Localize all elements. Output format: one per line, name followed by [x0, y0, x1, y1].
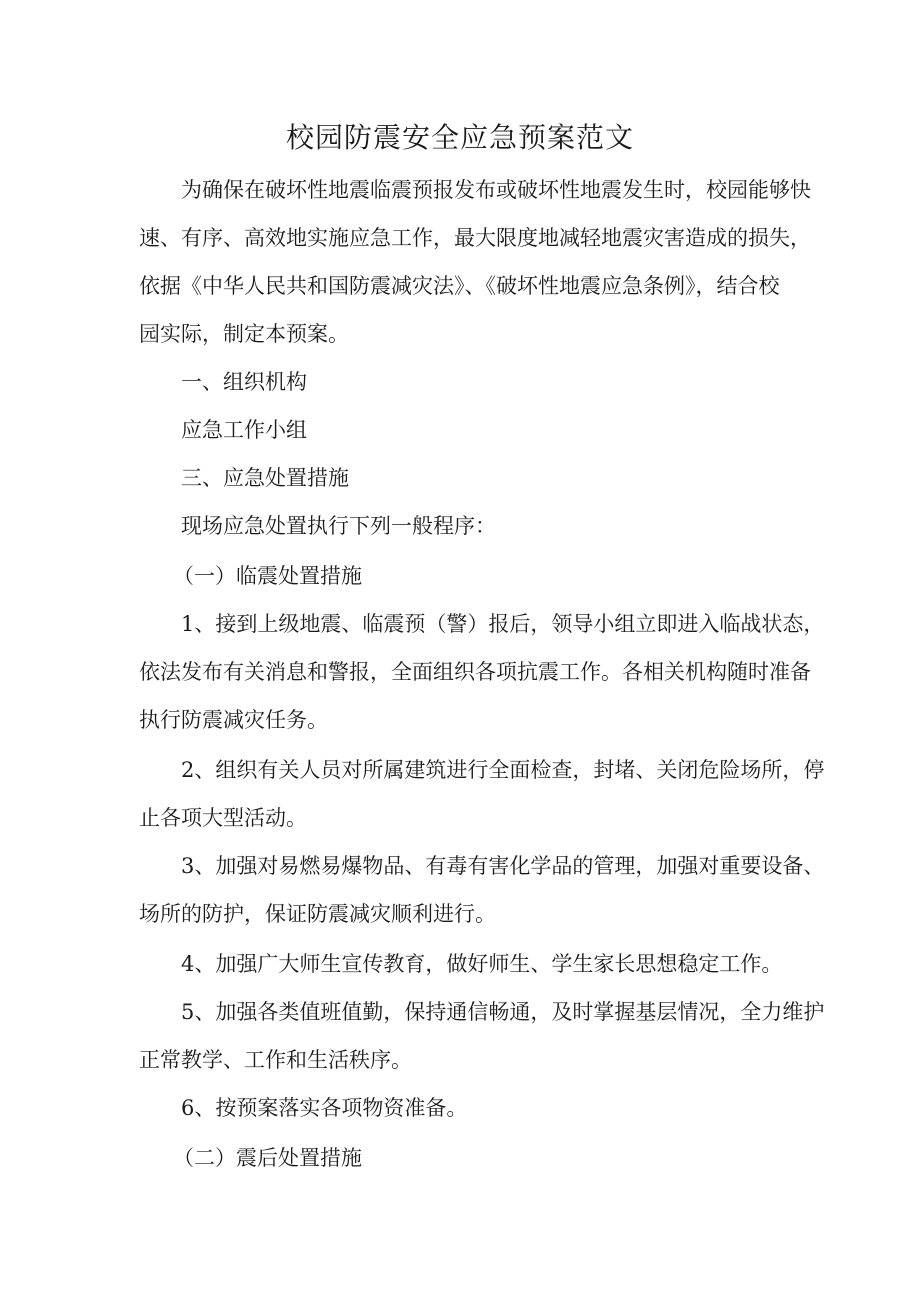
- text-line: 3、加强对易燃易爆物品、有毒有害化学品的管理，加强对重要设备、: [181, 854, 825, 878]
- text-line: 一、组织机构: [181, 370, 307, 394]
- section-heading-organization: [139, 358, 789, 406]
- subsection-pre-earthquake: [139, 552, 789, 600]
- list-item-6: [139, 1084, 789, 1132]
- subsection-post-earthquake: [139, 1134, 789, 1182]
- text-line: 执行防震减灾任务。: [139, 708, 328, 732]
- measures-intro: [139, 502, 789, 550]
- text-line: （一）临震处置措施: [173, 564, 362, 588]
- text-line: 现场应急处置执行下列一般程序：: [181, 514, 496, 538]
- text-line: （二）震后处置措施: [173, 1146, 362, 1170]
- text-line: 2、组织有关人员对所属建筑进行全面检查，封堵、关闭危险场所，停: [181, 758, 825, 782]
- intro-paragraph: [139, 166, 811, 358]
- text-line: 5、加强各类值班值勤，保持通信畅通，及时掌握基层情况，全力维护: [181, 1000, 825, 1024]
- subsection-emergency-team: [139, 406, 789, 454]
- list-item-1: [139, 600, 825, 744]
- list-item-2: [139, 746, 825, 842]
- text-line: 三、应急处置措施: [181, 466, 349, 490]
- text-line: 依据《中华人民共和国防震减灾法》、《破坏性地震应急条例》，结合校: [139, 274, 780, 298]
- text-line: 场所的防护，保证防震减灾顺利进行。: [139, 902, 496, 926]
- list-item-5: [139, 988, 825, 1084]
- text-line: 依法发布有关消息和警报，全面组织各项抗震工作。各相关机构随时准备: [139, 660, 811, 684]
- text-line: 6、按预案落实各项物资准备。: [181, 1096, 468, 1120]
- text-line: 园实际，制定本预案。: [139, 322, 349, 346]
- section-heading-measures: [139, 454, 789, 502]
- text-line: 应急工作小组: [181, 418, 307, 442]
- list-item-3: [139, 842, 825, 938]
- text-line: 正常教学、工作和生活秩序。: [139, 1048, 412, 1072]
- document-title: 校园防震安全应急预案范文: [285, 121, 634, 154]
- list-item-4: [139, 940, 789, 988]
- text-line: 4、加强广大师生宣传教育，做好师生、学生家长思想稳定工作。: [181, 952, 783, 976]
- text-line: 1、接到上级地震、临震预（警）报后，领导小组立即进入临战状态，: [181, 612, 825, 636]
- text-line: 止各项大型活动。: [139, 806, 307, 830]
- text-line: 为确保在破坏性地震临震预报发布或破坏性地震发生时，校园能够快: [181, 178, 811, 202]
- text-line: 速、有序、高效地实施应急工作，最大限度地减轻地震灾害造成的损失，: [139, 226, 811, 250]
